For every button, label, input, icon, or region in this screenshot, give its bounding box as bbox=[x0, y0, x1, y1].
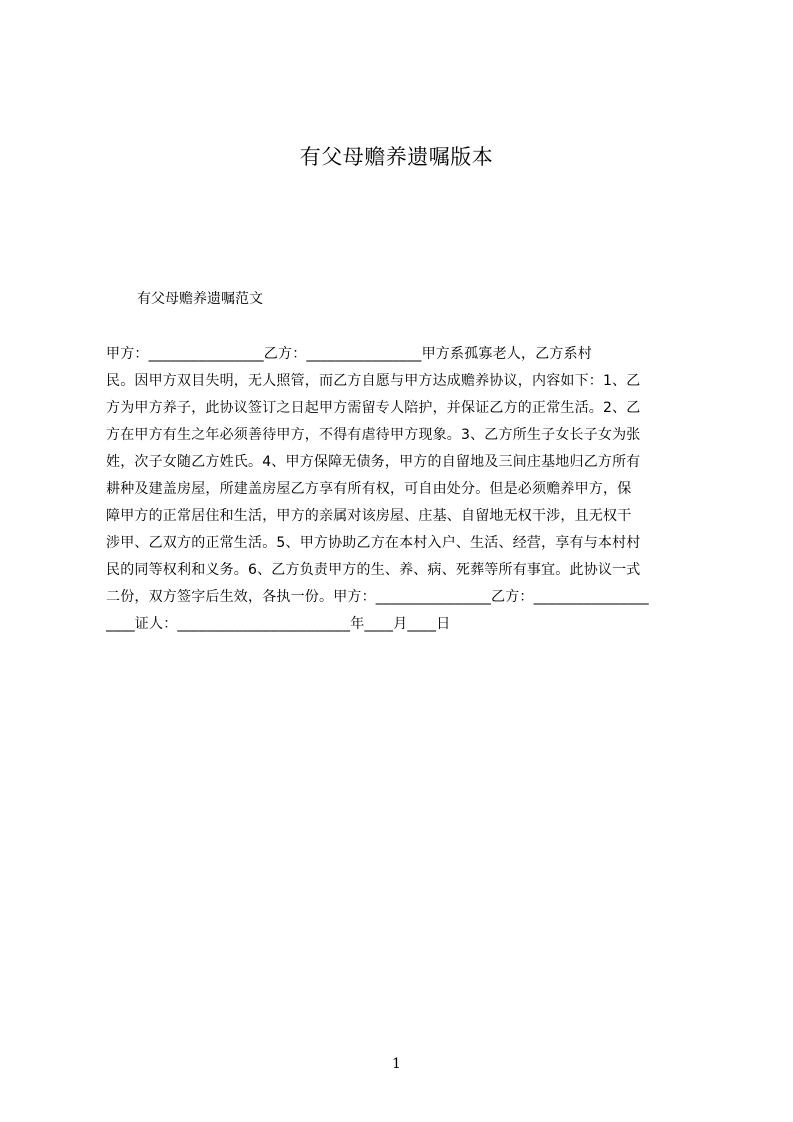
page-number: 1 bbox=[392, 1056, 401, 1072]
body-line: 方为甲方养子，此协议签订之日起甲方需留专人陪护，并保证乙方的正常生活。2、乙 bbox=[106, 400, 641, 416]
body-line: 方在甲方有生之年必须善待甲方，不得有虐待甲方现象。3、乙方所生子女长子女为张 bbox=[106, 427, 641, 443]
document-subtitle: 有父母赡养遗嘱范文 bbox=[137, 291, 263, 307]
body-line: 二份，双方签字后生效，各执一份。甲方：________________乙方：________________ bbox=[106, 589, 649, 605]
body-line: 耕种及建盖房屋，所建盖房屋乙方享有所有权，可自由处分。但是必须赡养甲方，保 bbox=[106, 481, 632, 497]
body-line: 民。因甲方双目失明，无人照管，而乙方自愿与甲方达成赡养协议，内容如下：1、乙 bbox=[106, 373, 641, 389]
body-text bbox=[106, 341, 698, 638]
body-line: 涉甲、乙双方的正常生活。5、甲方协助乙方在本村入户、生活、经营，享有与本村村 bbox=[106, 535, 641, 551]
page-title: 有父母赡养遗嘱版本 bbox=[299, 145, 494, 169]
body-line: ____证人：________________________年____月____日 bbox=[106, 616, 451, 632]
body-line: 甲方：________________乙方：________________甲方系孤寡老人，乙方系村 bbox=[106, 346, 592, 362]
body-line: 民的同等权利和义务。6、乙方负责甲方的生、养、病、死葬等所有事宜。此协议一式 bbox=[106, 562, 641, 578]
body-line: 障甲方的正常居住和生活，甲方的亲属对该房屋、庄基、自留地无权干涉，且无权干 bbox=[106, 508, 632, 524]
body-line: 姓，次子女随乙方姓氏。4、甲方保障无债务，甲方的自留地及三间庄基地归乙方所有 bbox=[106, 454, 641, 470]
